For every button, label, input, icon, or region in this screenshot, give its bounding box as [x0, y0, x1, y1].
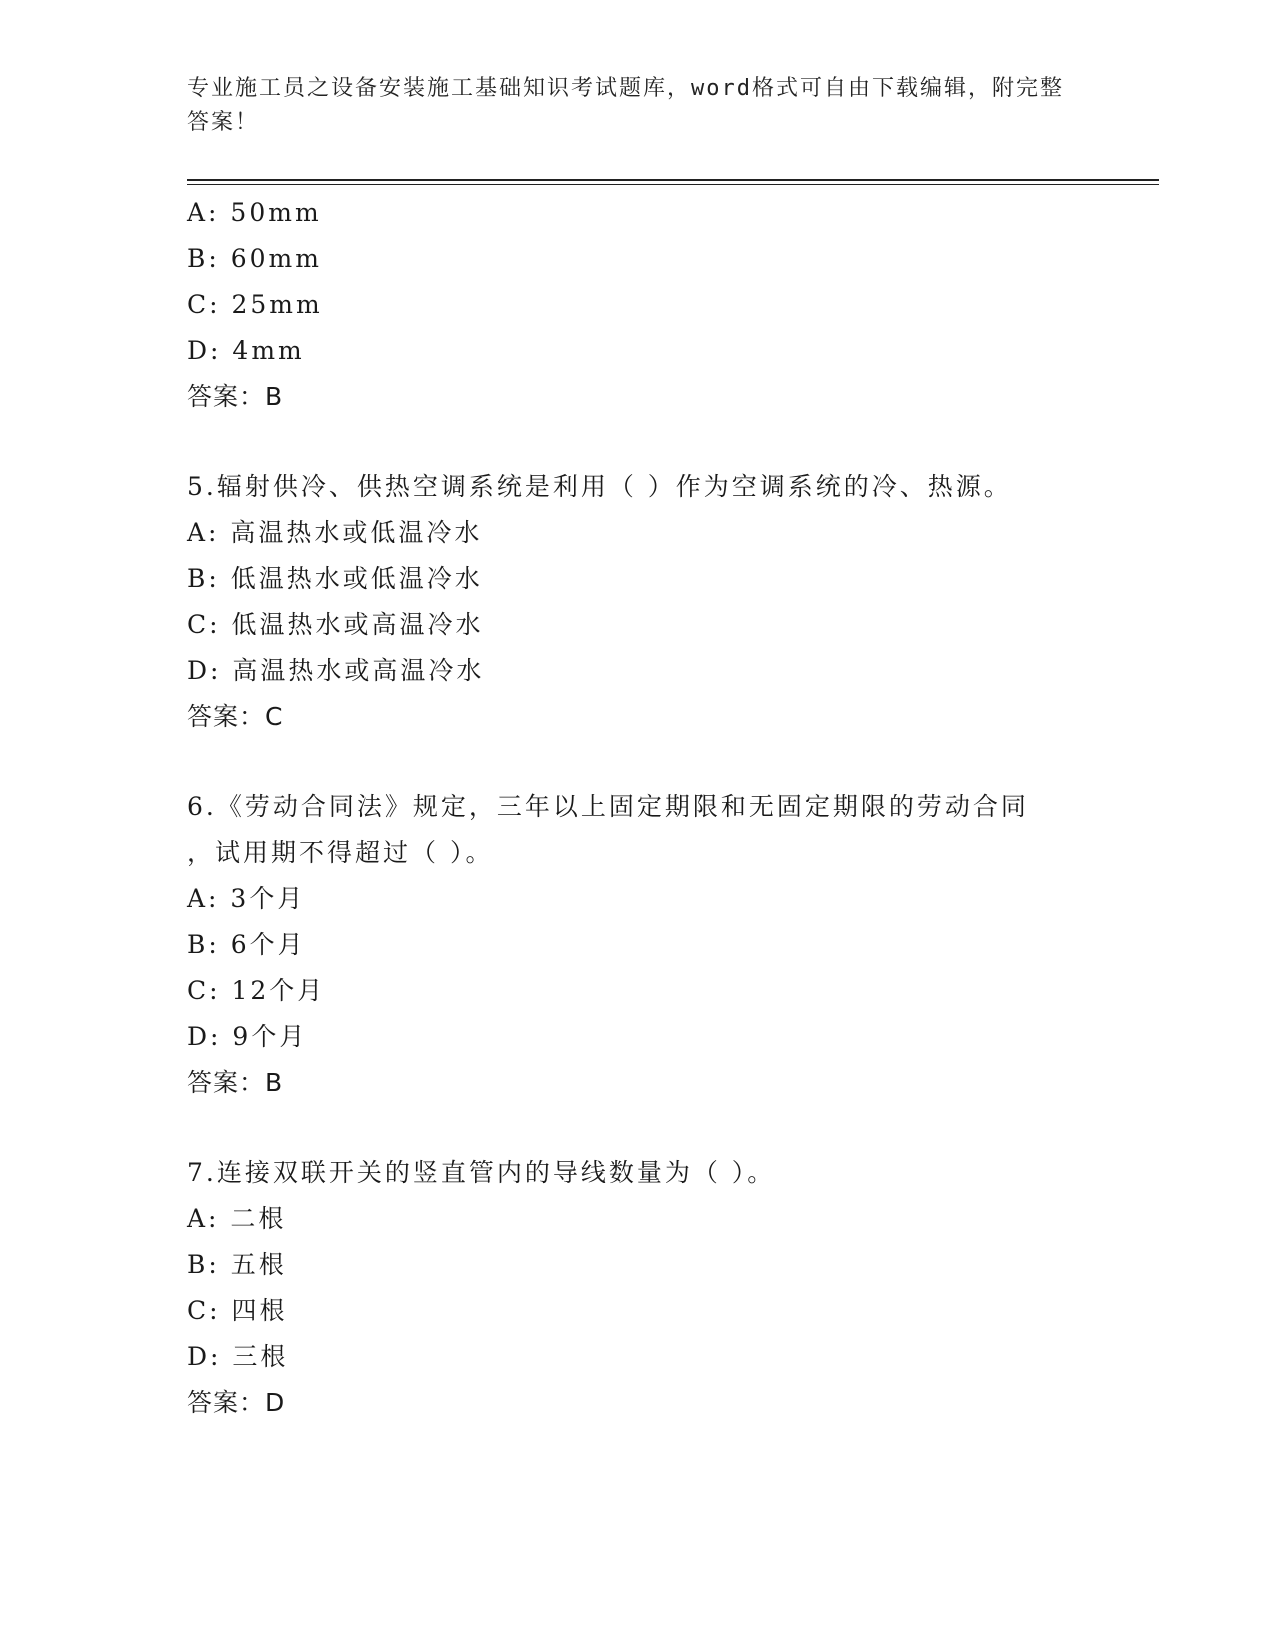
question-text: 5.辐射供冷、供热空调系统是利用（ ）作为空调系统的冷、热源。 [187, 472, 1012, 501]
option-d: D: 高温热水或高温冷水 [187, 656, 485, 685]
question-block-6 [187, 784, 1187, 1106]
option-b: B: 6个月 [187, 930, 306, 959]
question-block-5 [187, 464, 1187, 740]
question-list [187, 190, 1187, 1426]
option-a: A: 50mm [187, 198, 322, 227]
option-a: A: 3个月 [187, 884, 306, 913]
answer-line: 答案：B [187, 1068, 284, 1097]
option-b: B: 60mm [187, 244, 322, 273]
option-c: C: 12个月 [187, 976, 326, 1005]
header-rule-thin [187, 184, 1159, 185]
option-a: A: 二根 [187, 1204, 287, 1233]
question-text-continued: ，试用期不得超过（ ）。 [187, 838, 494, 867]
document-header: 专业施工员之设备安装施工基础知识考试题库，word格式可自由下载编辑，附完整答案！ [187, 76, 1064, 135]
option-c: C: 四根 [187, 1296, 288, 1325]
option-b: B: 五根 [187, 1250, 287, 1279]
option-c: C: 低温热水或高温冷水 [187, 610, 484, 639]
answer-line: 答案：C [187, 702, 284, 731]
question-text: 7.连接双联开关的竖直管内的导线数量为（ ）。 [187, 1158, 776, 1187]
answer-line: 答案：B [187, 382, 284, 411]
option-b: B: 低温热水或低温冷水 [187, 564, 483, 593]
option-d: D: 三根 [187, 1342, 289, 1371]
option-d: D: 4mm [187, 336, 305, 365]
option-a: A: 高温热水或低温冷水 [187, 518, 483, 547]
option-d: D: 9个月 [187, 1022, 308, 1051]
answer-line: 答案：D [187, 1388, 286, 1417]
option-c: C: 25mm [187, 290, 323, 319]
header-rule-thick [187, 179, 1159, 181]
question-block-continued [187, 190, 1187, 420]
question-block-7 [187, 1150, 1187, 1426]
question-text: 6.《劳动合同法》规定，三年以上固定期限和无固定期限的劳动合同 [187, 792, 1029, 821]
